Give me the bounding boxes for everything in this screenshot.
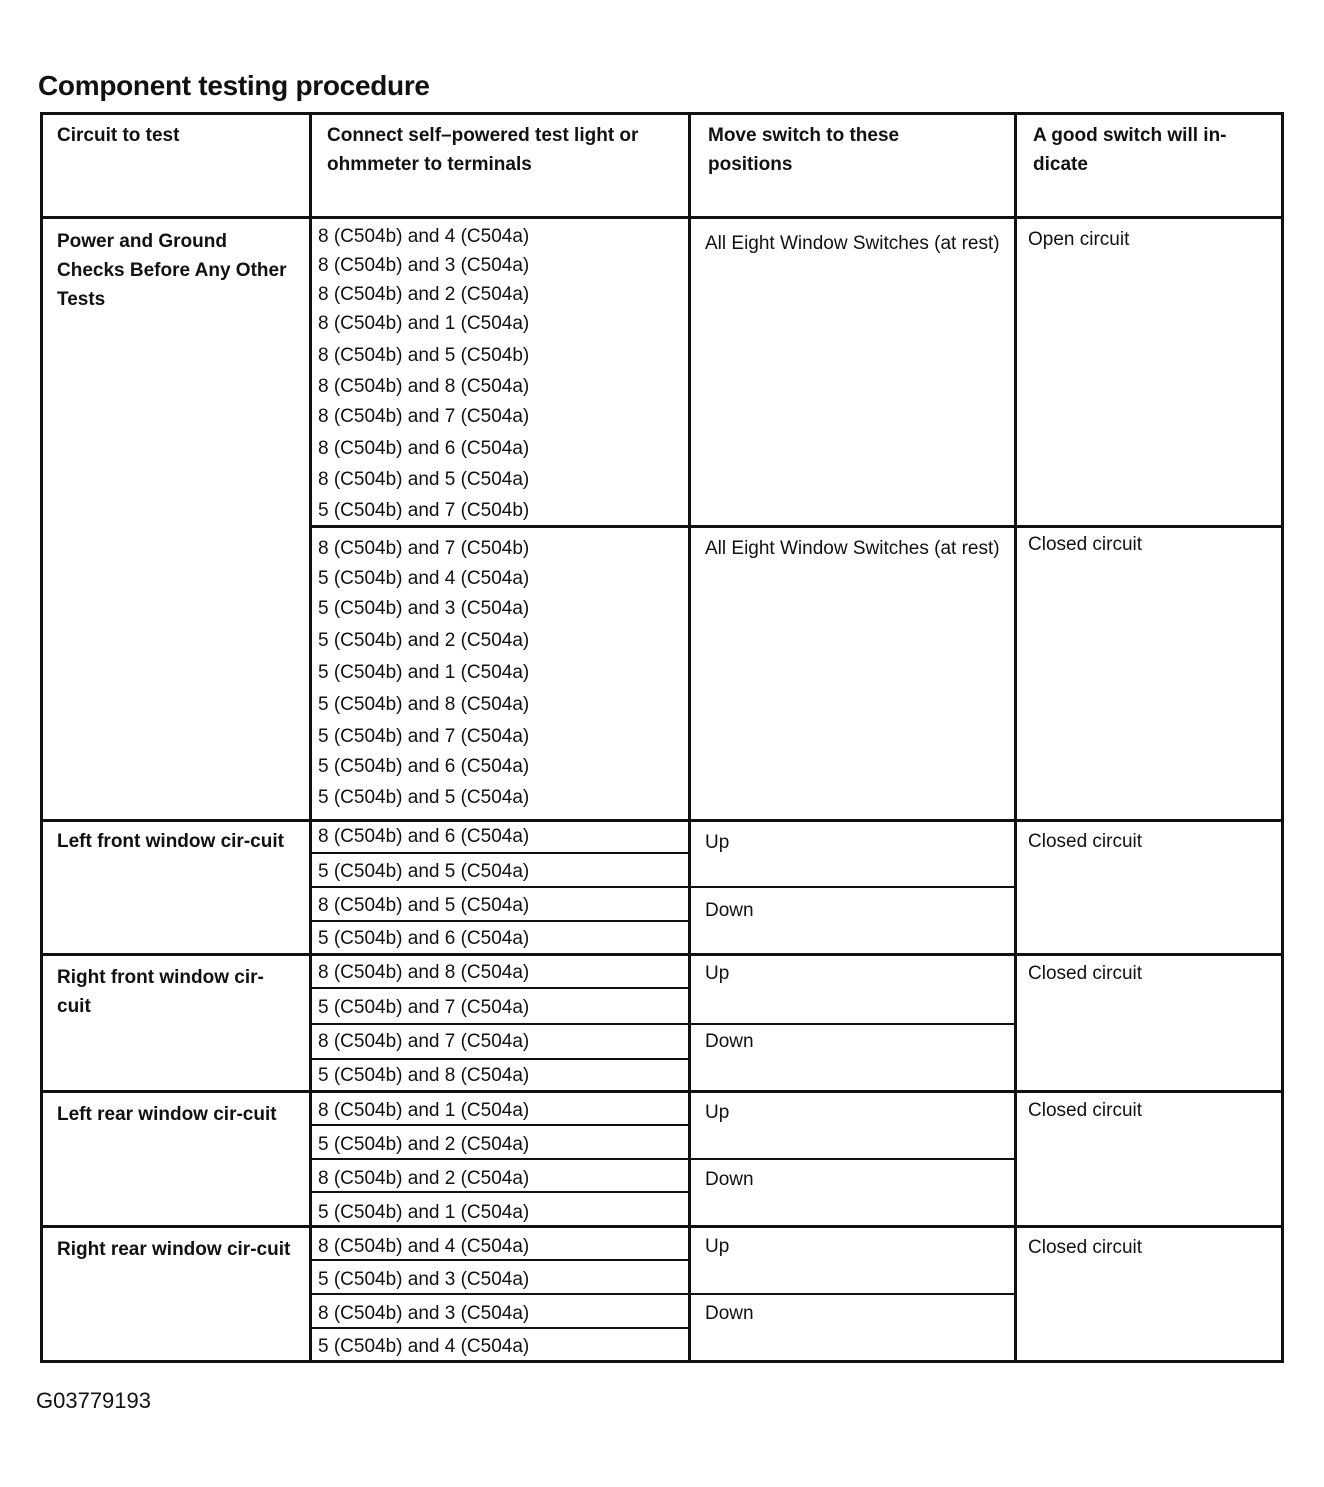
terminal-pair: 5 (C504b) and 4 (C504a) — [318, 1336, 530, 1357]
terminal-pair: 5 (C504b) and 7 (C504a) — [318, 997, 530, 1018]
terminal-pair: 5 (C504b) and 6 (C504a) — [318, 756, 530, 777]
column-divider — [309, 115, 312, 1360]
cell-divider — [309, 920, 689, 922]
figure-id: G03779193 — [36, 1388, 151, 1413]
row-divider — [43, 1090, 1281, 1093]
terminal-pair: 5 (C504b) and 7 (C504a) — [318, 726, 530, 747]
terminal-pair: 5 (C504b) and 1 (C504a) — [318, 1202, 530, 1223]
switch-position: All Eight Window Switches (at rest) — [705, 233, 1000, 254]
header-indicate: A good switch will in-dicate — [1033, 125, 1227, 175]
header-connect: Connect self–powered test light or ohmmeter to terminals — [327, 125, 639, 175]
terminal-pair: 5 (C504b) and 6 (C504a) — [318, 928, 530, 949]
column-divider — [688, 115, 691, 1360]
expected-result: Closed circuit — [1028, 534, 1143, 555]
expected-result: Closed circuit — [1028, 963, 1143, 984]
terminal-pair: 5 (C504b) and 2 (C504a) — [318, 630, 530, 651]
terminal-pair: 8 (C504b) and 5 (C504a) — [318, 469, 530, 490]
terminal-pair: 8 (C504b) and 4 (C504a) — [318, 226, 530, 247]
circuit-right-rear: Right rear window cir-cuit — [57, 1239, 291, 1260]
switch-position-down: Down — [705, 1169, 754, 1190]
switch-position-up: Up — [705, 832, 730, 853]
expected-result: Closed circuit — [1028, 1100, 1143, 1121]
circuit-left-rear: Left rear window cir-cuit — [57, 1104, 277, 1125]
terminal-pair: 8 (C504b) and 7 (C504a) — [318, 406, 530, 427]
terminal-pair: 8 (C504b) and 1 (C504a) — [318, 313, 530, 334]
switch-position: All Eight Window Switches (at rest) — [705, 538, 1000, 559]
switch-position-up: Up — [705, 1102, 730, 1123]
terminal-pair: 8 (C504b) and 1 (C504a) — [318, 1100, 530, 1121]
row-divider — [43, 1225, 1281, 1228]
terminal-pair: 5 (C504b) and 5 (C504a) — [318, 787, 530, 808]
terminal-pair: 8 (C504b) and 4 (C504a) — [318, 1236, 530, 1257]
switch-position-up: Up — [705, 963, 730, 984]
header-move: Move switch to these positions — [708, 125, 900, 175]
terminal-pair: 8 (C504b) and 2 (C504a) — [318, 284, 530, 305]
column-divider — [1014, 115, 1017, 1360]
terminal-pair: 5 (C504b) and 1 (C504a) — [318, 662, 530, 683]
circuit-right-front: Right front window cir-cuit — [57, 967, 264, 1017]
testing-table — [40, 112, 1284, 1363]
terminal-pair: 8 (C504b) and 7 (C504a) — [318, 1031, 530, 1052]
cell-divider — [309, 886, 1015, 888]
circuit-power-ground: Power and Ground Checks Before Any Other Tests — [57, 231, 287, 310]
header-divider — [43, 216, 1281, 219]
terminal-pair: 5 (C504b) and 8 (C504a) — [318, 1065, 530, 1086]
terminal-pair: 5 (C504b) and 8 (C504a) — [318, 694, 530, 715]
cell-divider — [309, 1023, 1015, 1025]
terminal-pair: 8 (C504b) and 3 (C504a) — [318, 255, 530, 276]
terminal-pair: 8 (C504b) and 8 (C504a) — [318, 962, 530, 983]
page-title: Component testing procedure — [38, 70, 430, 101]
terminal-pair: 8 (C504b) and 7 (C504b) — [318, 538, 530, 559]
terminal-pair: 5 (C504b) and 7 (C504b) — [318, 500, 530, 521]
cell-divider — [309, 1058, 689, 1060]
expected-result: Closed circuit — [1028, 831, 1143, 852]
switch-position-down: Down — [705, 1303, 754, 1324]
terminal-pair: 8 (C504b) and 6 (C504a) — [318, 826, 530, 847]
expected-result: Closed circuit — [1028, 1237, 1143, 1258]
cell-divider — [309, 987, 689, 989]
terminal-pair: 8 (C504b) and 3 (C504a) — [318, 1303, 530, 1324]
circuit-left-front: Left front window cir-cuit — [57, 831, 284, 852]
terminal-pair: 5 (C504b) and 3 (C504a) — [318, 598, 530, 619]
terminal-pair: 8 (C504b) and 5 (C504a) — [318, 895, 530, 916]
cell-divider — [309, 852, 689, 854]
switch-position-down: Down — [705, 1031, 754, 1052]
row-divider — [43, 819, 1281, 822]
group-divider — [309, 525, 1281, 528]
terminal-pair: 8 (C504b) and 5 (C504b) — [318, 345, 530, 366]
header-circuit: Circuit to test — [57, 125, 180, 146]
row-divider — [43, 953, 1281, 956]
expected-result: Open circuit — [1028, 229, 1130, 250]
terminal-pair: 8 (C504b) and 2 (C504a) — [318, 1168, 530, 1189]
terminal-pair: 5 (C504b) and 4 (C504a) — [318, 568, 530, 589]
terminal-pair: 5 (C504b) and 3 (C504a) — [318, 1269, 530, 1290]
terminal-pair: 8 (C504b) and 6 (C504a) — [318, 438, 530, 459]
terminal-pair: 5 (C504b) and 2 (C504a) — [318, 1134, 530, 1155]
terminal-pair: 8 (C504b) and 8 (C504a) — [318, 376, 530, 397]
switch-position-down: Down — [705, 900, 754, 921]
terminal-pair: 5 (C504b) and 5 (C504a) — [318, 861, 530, 882]
switch-position-up: Up — [705, 1236, 730, 1257]
